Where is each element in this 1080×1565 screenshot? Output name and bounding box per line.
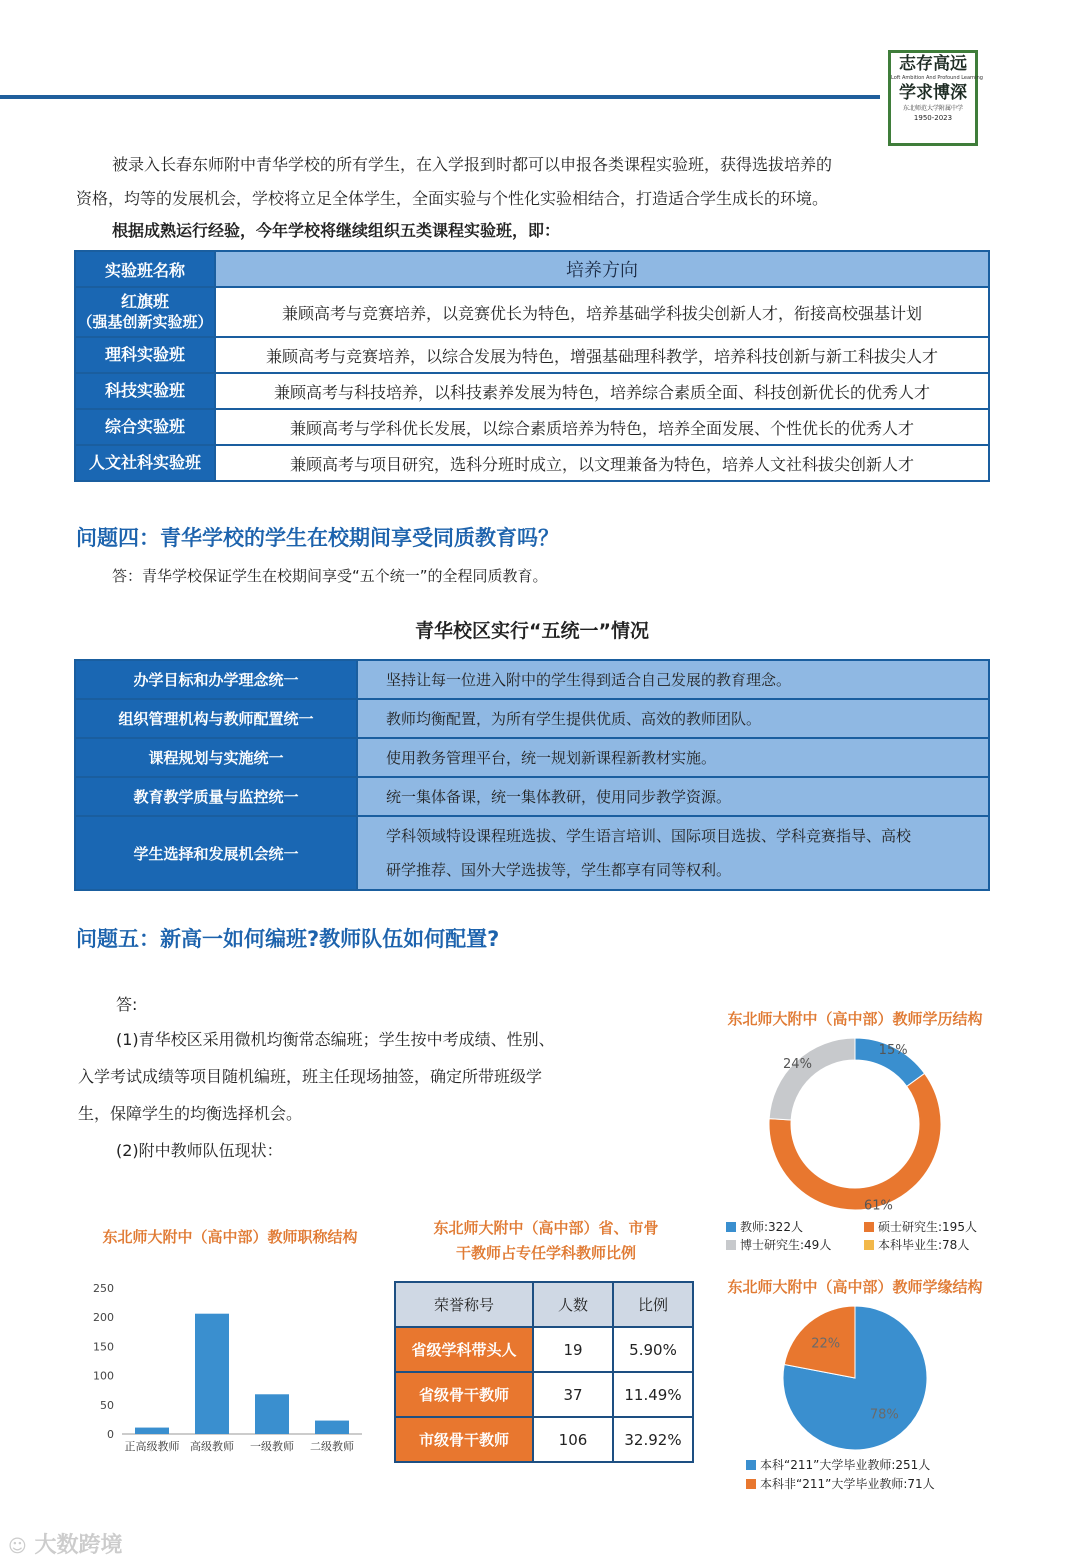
class-name-sub: （强基创新实验班） <box>77 313 213 331</box>
honor-count: 37 <box>533 1372 613 1417</box>
table-row <box>75 337 989 373</box>
logo-school-name: 东北师范大学附属中学 <box>902 105 963 112</box>
unification-desc-line: 学科领域特设课程班选拔、学生语言培训、国际项目选拔、学科竞赛指导、高校 <box>386 827 912 845</box>
legend-label: 本科非“211”大学毕业教师:71人 <box>760 1477 935 1491</box>
honor-name: 省级骨干教师 <box>395 1372 533 1417</box>
header-class-name: 实验班名称 <box>75 251 215 287</box>
slice-label: 24% <box>783 1056 812 1072</box>
honor-header: 荣誉称号 <box>395 1282 533 1327</box>
table-row <box>395 1327 693 1372</box>
legend-swatch <box>726 1222 736 1232</box>
logo-motto-1: 志存高远 <box>899 54 967 74</box>
legend-item <box>864 1236 969 1254</box>
honor-ratio: 11.49% <box>613 1372 693 1417</box>
class-direction: 兼顾高考与项目研究，选科分班时成立，以文理兼备为特色，培养人文社科拔尖创新人才 <box>215 445 989 481</box>
table-row <box>395 1417 693 1462</box>
table-row <box>75 738 989 777</box>
unification-desc: 使用教务管理平台，统一规划新课程新教材实施。 <box>357 738 989 777</box>
donut-legend <box>726 1218 1016 1254</box>
watermark-text: 大数跨境 <box>34 1533 123 1558</box>
legend-item <box>726 1236 864 1254</box>
q5-line: (1)青华校区采用微机均衡常态编班；学生按中考成绩、性别、 <box>116 1030 555 1049</box>
q5-title: 问题五：新高一如何编班?教师队伍如何配置? <box>76 927 500 951</box>
classes-table <box>74 250 990 482</box>
unification-desc: 坚持让每一位进入附中的学生得到适合自己发展的教育理念。 <box>357 660 989 699</box>
q4-table-title: 青华校区实行“五统一”情况 <box>415 620 649 642</box>
class-direction: 兼顾高考与竞赛培养，以综合发展为特色，增强基础理科教学，培养科技创新与新工科拔尖人才 <box>215 337 989 373</box>
honor-title-line: 干教师占专任学科教师比例 <box>455 1244 636 1262</box>
class-direction: 兼顾高考与学科优长发展，以综合素质培养为特色，培养全面发展、个性优长的优秀人才 <box>215 409 989 445</box>
class-direction: 兼顾高考与竞赛培养，以竞赛优长为特色，培养基础学科拔尖创新人才，衔接高校强基计划 <box>215 287 989 337</box>
table-row <box>75 409 989 445</box>
honor-ratio: 5.90% <box>613 1327 693 1372</box>
honor-ratio: 32.92% <box>613 1417 693 1462</box>
class-direction: 兼顾高考与科技培养，以科技素养发展为特色，培养综合素质全面、科技创新优长的优秀人才 <box>215 373 989 409</box>
logo-years: 1950-2023 <box>913 114 953 122</box>
logo-motto-en: Loft Ambition And Profound Learning <box>891 75 983 81</box>
legend-row <box>726 1218 1016 1236</box>
legend-item <box>746 1475 1016 1494</box>
legend-item <box>746 1456 1016 1475</box>
class-name <box>75 287 215 337</box>
honor-table <box>394 1281 694 1463</box>
pie-chart-title: 东北师大附中（高中部）教师学缘结构 <box>727 1278 983 1296</box>
table-header-row <box>75 251 989 287</box>
legend-item <box>864 1218 977 1236</box>
donut-chart-title: 东北师大附中（高中部）教师学历结构 <box>727 1010 983 1028</box>
x-tick-label: 高级教师 <box>190 1440 234 1453</box>
y-tick-label: 100 <box>93 1369 114 1383</box>
slice-label: 61% <box>863 1198 893 1214</box>
y-tick-label: 150 <box>93 1340 114 1354</box>
school-origin-pie-chart <box>770 1300 940 1460</box>
q4-answer: 答：青华学校保证学生在校期间享受“五个统一”的全程同质教育。 <box>112 567 548 585</box>
header-direction: 培养方向 <box>215 251 989 287</box>
legend-row <box>726 1236 1016 1254</box>
intro-line-2: 资格，均等的发展机会，学校将立足全体学生，全面实验与个性化实验相结合，打造适合学生成长的环境。 <box>76 189 829 208</box>
pie-legend <box>746 1456 1016 1494</box>
slice-label: 15% <box>878 1043 908 1059</box>
intro-paragraph <box>76 148 996 216</box>
legend-label: 本科“211”大学毕业教师:251人 <box>760 1458 931 1472</box>
q5-answer-block <box>116 987 137 1023</box>
title-structure-bar-chart <box>80 1272 380 1462</box>
legend-swatch <box>746 1460 756 1470</box>
table-row <box>75 373 989 409</box>
table-row <box>75 699 989 738</box>
honor-header: 人数 <box>533 1282 613 1327</box>
honor-title-line: 东北师大附中（高中部）省、市骨 <box>433 1219 659 1237</box>
legend-swatch <box>746 1479 756 1489</box>
unification-item: 组织管理机构与教师配置统一 <box>75 699 357 738</box>
x-tick-label: 一级教师 <box>250 1440 294 1453</box>
watermark <box>8 1528 122 1559</box>
honor-header: 比例 <box>613 1282 693 1327</box>
class-name-line: 红旗班 <box>120 292 169 311</box>
class-name: 理科实验班 <box>75 337 215 373</box>
unification-desc: 统一集体备课，统一集体教研，使用同步教学资源。 <box>357 777 989 816</box>
unification-desc: 教师均衡配置，为所有学生提供优质、高效的教师团队。 <box>357 699 989 738</box>
honor-name: 市级骨干教师 <box>395 1417 533 1462</box>
honor-name: 省级学科带头人 <box>395 1327 533 1372</box>
honor-count: 106 <box>533 1417 613 1462</box>
table-row <box>75 445 989 481</box>
q5-line: 入学考试成绩等项目随机编班，班主任现场抽签，确定所带班级学 <box>78 1067 543 1086</box>
legend-item <box>726 1218 864 1236</box>
education-donut-chart <box>760 1034 950 1214</box>
legend-label: 博士研究生:49人 <box>740 1238 832 1252</box>
table-header-row <box>395 1282 693 1327</box>
watermark-icon: ☺ <box>8 1536 27 1557</box>
bar-chart-title: 东北师大附中（高中部）教师职称结构 <box>102 1228 358 1246</box>
intro-line-1: 被录入长春东师附中青华学校的所有学生，在入学报到时都可以申报各类课程实验班，获得选拔培养的 <box>112 155 833 174</box>
unification-item: 学生选择和发展机会统一 <box>75 816 357 890</box>
unification-desc <box>357 816 989 890</box>
legend-swatch <box>726 1240 736 1250</box>
intro-lead: 根据成熟运行经验，今年学校将继续组织五类课程实验班，即： <box>112 221 561 240</box>
unification-table <box>74 659 990 891</box>
class-name: 综合实验班 <box>75 409 215 445</box>
q5-paragraph <box>78 1021 678 1169</box>
y-tick-label: 250 <box>93 1282 114 1295</box>
table-row <box>75 287 989 337</box>
legend-label: 硕士研究生:195人 <box>878 1220 977 1234</box>
y-tick-label: 50 <box>100 1398 114 1412</box>
table-row <box>395 1372 693 1417</box>
table-row <box>75 777 989 816</box>
legend-label: 教师:322人 <box>740 1220 803 1234</box>
q5-line: (2)附中教师队伍现状： <box>116 1141 283 1160</box>
honor-table-title <box>396 1216 696 1266</box>
x-tick-label: 二级教师 <box>310 1440 354 1453</box>
x-tick-label: 正高级教师 <box>124 1440 180 1453</box>
legend-swatch <box>864 1222 874 1232</box>
unification-item: 教育教学质量与监控统一 <box>75 777 357 816</box>
slice-label: 22% <box>811 1336 841 1352</box>
bar <box>255 1394 289 1434</box>
school-logo <box>888 50 983 146</box>
unification-item: 课程规划与实施统一 <box>75 738 357 777</box>
slice-label: 78% <box>869 1407 899 1423</box>
bar <box>135 1428 169 1434</box>
logo-motto-2: 学求博深 <box>899 83 967 103</box>
pie-slice <box>769 1038 855 1120</box>
y-tick-label: 0 <box>107 1428 114 1441</box>
class-name: 科技实验班 <box>75 373 215 409</box>
q5-answer-label: 答: <box>116 995 138 1014</box>
class-name: 人文社科实验班 <box>75 445 215 481</box>
q4-title: 问题四：青华学校的学生在校期间享受同质教育吗？ <box>76 526 559 550</box>
bar <box>315 1421 349 1434</box>
q5-line: 生，保障学生的均衡选择机会。 <box>78 1104 303 1123</box>
table-row <box>75 816 989 890</box>
table-row <box>75 660 989 699</box>
unification-desc-line: 研学推荐、国外大学选拔等，学生都享有同等权利。 <box>386 861 732 879</box>
legend-label: 本科毕业生:78人 <box>878 1238 970 1252</box>
y-tick-label: 200 <box>93 1311 114 1325</box>
legend-swatch <box>864 1240 874 1250</box>
honor-count: 19 <box>533 1327 613 1372</box>
unification-item: 办学目标和办学理念统一 <box>75 660 357 699</box>
header-rule <box>0 95 880 99</box>
bar <box>195 1314 229 1434</box>
